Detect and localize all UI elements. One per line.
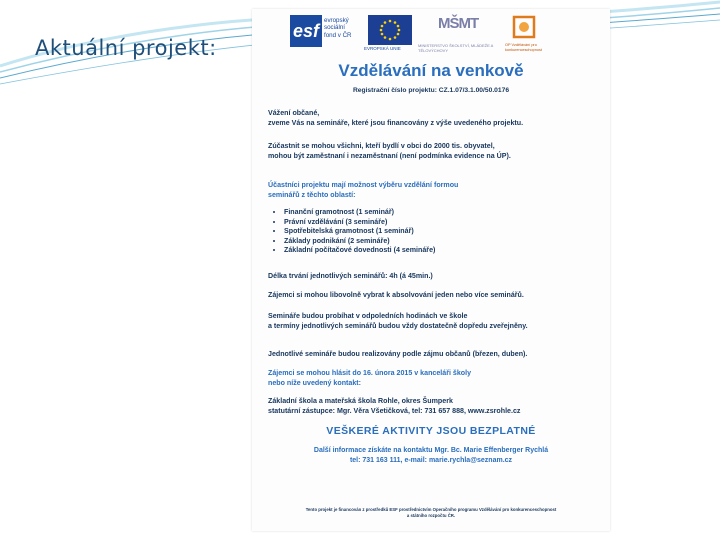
greeting: Vážení občané, bbox=[268, 109, 320, 117]
msmt-caption: MINISTERSTVO ŠKOLSTVÍ, MLÁDEŽE A TĚLOVÝCHOVY bbox=[418, 43, 494, 53]
choice-line-1: Účastníci projektu mají možnost výběru vzdělání formou bbox=[268, 181, 459, 189]
realization-text: Jednotlivé semináře budou realizovány podle zájmu občanů (březen, duben). bbox=[268, 350, 528, 358]
project-poster bbox=[252, 9, 610, 531]
poster-heading: Vzdělávání na venkově bbox=[338, 61, 524, 80]
eu-caption: EVROPSKÁ UNIE bbox=[364, 46, 401, 51]
msmt-logo: MŠMT bbox=[438, 15, 479, 32]
list-item: • Spotřebitelská gramotnost (1 seminář) bbox=[284, 227, 435, 237]
school-contact: statutární zástupce: Mgr. Věra Všetičková, tel: 731 657 888, www.zsrohle.cz bbox=[268, 407, 521, 415]
selection-text: Zájemci si mohou libovolně vybrat k absolvování jeden nebo více seminářů. bbox=[268, 291, 524, 299]
free-activities-banner: VEŠKERÉ AKTIVITY JSOU BEZPLATNÉ bbox=[326, 425, 536, 437]
list-item: • Právní vzdělávání (3 semináře) bbox=[284, 218, 435, 228]
op-vk-logo-icon bbox=[510, 15, 538, 41]
funding-footer: Tento projekt je financován z prostředků ESF prostřednictvím Operačního programu Vzdělávání pro konkurenceschopnost a státního rozpočtu ČR. bbox=[305, 507, 557, 518]
signup-line-1: Zájemci se mohou hlásit do 16. února 2015 v kanceláři školy bbox=[268, 369, 472, 377]
list-item: • Základy podnikání (2 semináře) bbox=[284, 237, 435, 247]
list-item: • Finanční gramotnost (1 seminář) bbox=[284, 208, 435, 218]
registration-number: Registrační číslo projektu: CZ.1.07/3.1.00/50.0176 bbox=[352, 87, 510, 94]
logo-strip bbox=[252, 9, 610, 61]
eu-flag-icon bbox=[368, 15, 412, 45]
info-line-1: Další informace získáte na kontaktu Mgr. Bc. Marie Effenberger Rychlá bbox=[313, 447, 549, 454]
schedule-line-1: Semináře budou probíhat v odpoledních hodinách ve škole bbox=[268, 312, 468, 320]
school-name: Základní škola a mateřská škola Rohle, okres Šumperk bbox=[268, 397, 453, 405]
invite-text: zveme Vás na semináře, které jsou financovány z výše uvedeného projektu. bbox=[268, 119, 524, 127]
op-caption: OP Vzdělávání pro konkurenceschopnost bbox=[505, 43, 542, 52]
list-item: • Základní počítačové dovednosti (4 semináře) bbox=[284, 246, 435, 256]
duration-text: Délka trvání jednotlivých seminářů: 4h (á 45min.) bbox=[268, 272, 433, 280]
eligibility-line-2: mohou být zaměstnaní i nezaměstnaní (není podmínka evidence na ÚP). bbox=[268, 152, 511, 160]
slide-title: Aktuální projekt: bbox=[35, 36, 217, 60]
info-line-2: tel: 731 163 111, e-mail: marie.rychla@seznam.cz bbox=[349, 457, 513, 464]
esf-logo: esf bbox=[290, 15, 322, 47]
eligibility-line-1: Zúčastnit se mohou všichni, kteří bydlí v obci do 2000 tis. obyvatel, bbox=[268, 142, 495, 150]
esf-logo-text: evropský sociální fond v ČR bbox=[324, 17, 352, 39]
schedule-line-2: a termíny jednotlivých seminářů budou vždy dostatečně dopředu zveřejněny. bbox=[268, 322, 528, 330]
signup-line-2: nebo níže uvedený kontakt: bbox=[268, 379, 362, 387]
choice-line-2: seminářů z těchto oblastí: bbox=[268, 191, 356, 199]
seminar-areas-list bbox=[268, 208, 435, 256]
